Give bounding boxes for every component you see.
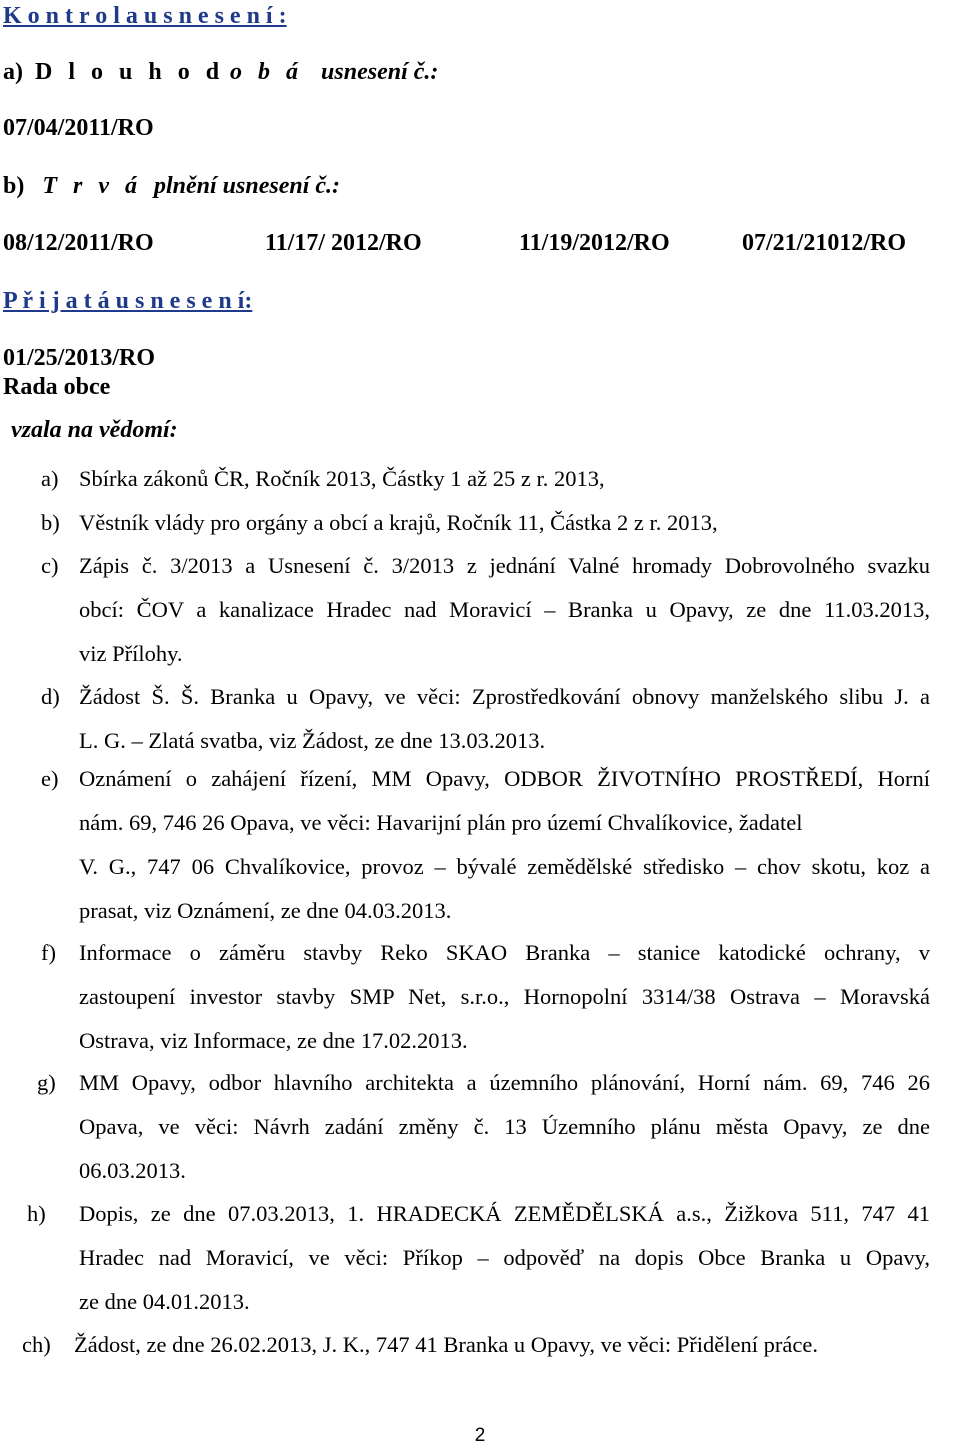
item-line: Věstník vlády pro orgány a obcí a krajů, Ročník 11, Částka 2 z r. 2013,: [79, 510, 718, 535]
item-text: [79, 457, 930, 501]
item-line: Hradec nad Moravicí, ve věci: Příkop – odpověď na dopis Obce Branka u Opavy,: [79, 1245, 930, 1270]
section-heading-prijata: P ř i j a t á u s n e s e n í:: [3, 288, 253, 314]
item-line: obcí: ČOV a kanalizace Hradec nad Moravicí – Branka u Opavy, ze dne 11.03.2013,: [79, 597, 930, 622]
item-line: viz Přílohy.: [79, 641, 183, 666]
item-text: [79, 1192, 930, 1324]
item-line: Zápis č. 3/2013 a Usnesení č. 3/2013 z jednání Valné hromady Dobrovolného svazku: [79, 553, 930, 578]
item-label: b): [41, 510, 60, 535]
section-heading-kontrola: K o n t r o l a u s n e s e n í :: [3, 3, 287, 29]
item-line: Informace o záměru stavby Reko SKAO Branka – stanice katodické ochrany, v: [79, 940, 930, 965]
kontrola-a-value: 07/04/2011/RO: [3, 115, 154, 141]
item-line: Opava, ve věci: Návrh zadání změny č. 13 Územního plánu města Opavy, ze dne: [79, 1114, 930, 1139]
kontrola-row-a: [3, 58, 438, 86]
row-b-spaced: T r v á: [42, 173, 142, 199]
row-b-label: b): [3, 173, 25, 199]
resolution-number: 01/25/2013/RO: [3, 345, 156, 371]
item-line: 06.03.2013.: [79, 1158, 186, 1183]
item-line: Sbírka zákonů ČR, Ročník 2013, Částky 1 až 25 z r. 2013,: [79, 466, 605, 491]
took-note-heading: vzala na vědomí:: [11, 417, 178, 443]
item-line: Dopis, ze dne 07.03.2013, 1. HRADECKÁ ZEMĚDĚLSKÁ a.s., Žižkova 511, 747 41: [79, 1201, 930, 1226]
item-line: zastoupení investor stavby SMP Net, s.r.o., Hornopolní 3314/38 Ostrava – Moravská: [79, 984, 930, 1009]
item-line: Žádost, ze dne 26.02.2013, J. K., 747 41 Branka u Opavy, ve věci: Přidělení práce.: [74, 1332, 818, 1357]
item-line: MM Opavy, odbor hlavního architekta a územního plánování, Horní nám. 69, 746 26: [79, 1070, 930, 1095]
row-a-spaced: D l o u h o d: [35, 59, 225, 85]
row-b-end: č.:: [315, 173, 341, 199]
page-number: 2: [474, 1425, 486, 1446]
item-label: d): [41, 684, 60, 709]
item-line: nám. 69, 746 26 Opava, ve věci: Havarijní plán pro území Chvalíkovice, žadatel: [79, 810, 803, 835]
item-label: ch): [22, 1332, 51, 1357]
item-text: [79, 675, 930, 763]
kontrola-b-value-1: 08/12/2011/RO: [3, 230, 154, 256]
item-line: Oznámení o zahájení řízení, MM Opavy, ODBOR ŽIVOTNÍHO PROSTŘEDÍ, Horní: [79, 766, 930, 791]
kontrola-b-value-4: 07/21/21012/RO: [742, 230, 907, 256]
row-a-spaced-italic: o b á: [230, 59, 304, 85]
item-line: prasat, viz Oznámení, ze dne 04.03.2013.: [79, 898, 452, 923]
item-label: a): [41, 466, 59, 491]
kontrola-b-value-2: 11/17/ 2012/RO: [265, 230, 422, 256]
row-a-text: usnesení: [321, 59, 408, 85]
item-text: [79, 501, 930, 545]
item-text: [79, 544, 930, 676]
row-a-label: a): [3, 59, 23, 85]
kontrola-b-value-3: 11/19/2012/RO: [519, 230, 670, 256]
item-line: Ostrava, viz Informace, ze dne 17.02.2013.: [79, 1028, 468, 1053]
item-line: ze dne 04.01.2013.: [79, 1289, 250, 1314]
item-text: [79, 757, 930, 933]
item-label: c): [41, 553, 59, 578]
item-label: f): [41, 940, 56, 965]
kontrola-row-b: [3, 172, 340, 200]
item-text: [79, 1061, 930, 1193]
item-line: Žádost Š. Š. Branka u Opavy, ve věci: Zprostředkování obnovy manželského slibu J. a: [79, 684, 930, 709]
item-line: L. G. – Zlatá svatba, viz Žádost, ze dne 13.03.2013.: [79, 728, 546, 753]
resolution-body: Rada obce: [3, 374, 111, 400]
item-label: e): [41, 766, 59, 791]
item-text: [74, 1323, 930, 1367]
item-label: h): [27, 1201, 46, 1226]
item-text: [79, 931, 930, 1063]
row-a-end: č.:: [413, 59, 439, 85]
row-b-text: plnění usnesení: [154, 173, 310, 199]
item-line: V. G., 747 06 Chvalíkovice, provoz – bývalé zemědělské středisko – chov skotu, koz a: [79, 854, 930, 879]
item-label: g): [37, 1070, 56, 1095]
